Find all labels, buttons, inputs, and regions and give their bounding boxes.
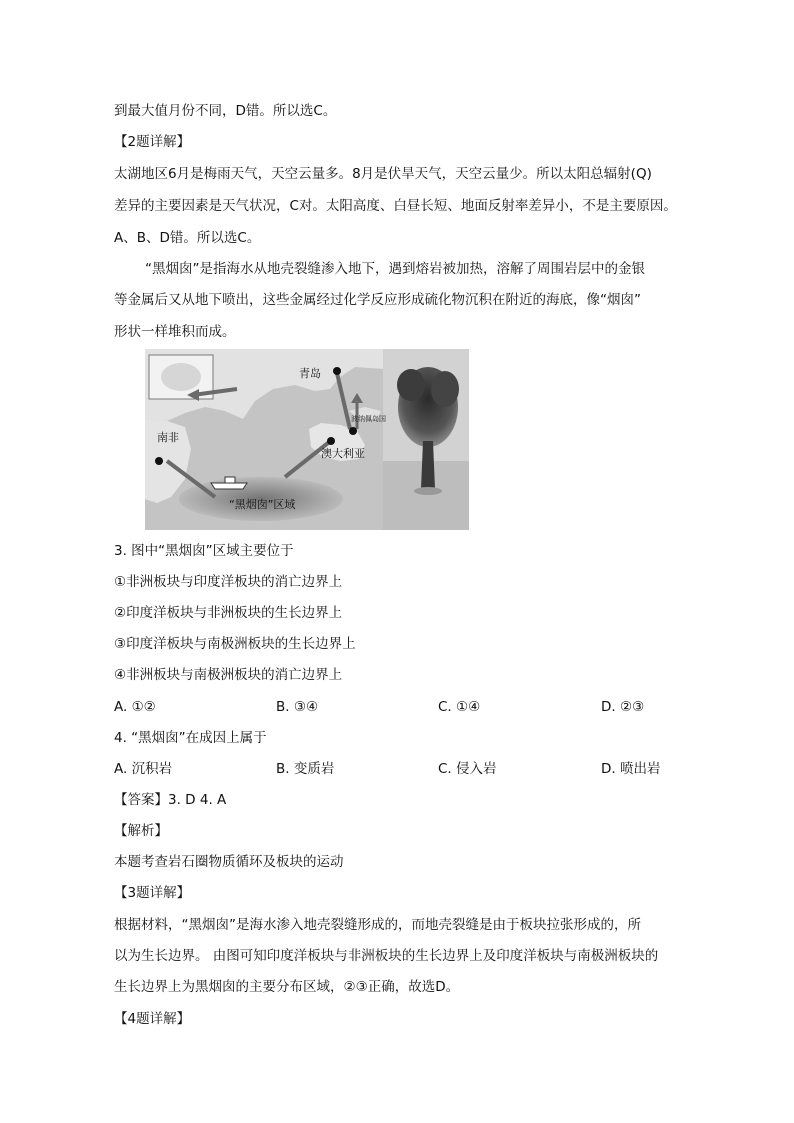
analysis-heading: 【解析】 — [114, 823, 168, 839]
smoke-splash — [414, 487, 442, 495]
map-svg — [145, 349, 469, 530]
material-paragraph-line-2: 等金属后又从地下喷出，这些金属经过化学反应形成硫化物沉积在附近的海底，像“烟囱” — [114, 292, 641, 308]
question-3-option-b: B. ③④ — [276, 699, 319, 715]
question-3-option-a: A. ①② — [114, 699, 156, 715]
label-nanfei: 南非 — [157, 431, 179, 444]
question-4-option-d: D. 喷出岩 — [601, 761, 661, 777]
section-heading-q4-detail: 【4题详解】 — [114, 1011, 191, 1027]
question-4-stem: 4. “黑烟囱”在成因上属于 — [114, 730, 267, 746]
qingdao-marker — [333, 367, 341, 375]
smoke-plume-left — [397, 369, 425, 401]
question-4-option-b: B. 变质岩 — [276, 761, 335, 777]
analysis-intro: 本题考查岩石圈物质循环及板块的运动 — [114, 854, 344, 870]
black-smoker-map-figure — [145, 349, 469, 530]
text-line-4: 差异的主要因素是天气状况，C对。太阳高度、白昼长短、地面反射率差异小，不是主要原因。 — [114, 198, 677, 214]
text-line-5: A、B、D错。所以选C。 — [114, 230, 261, 246]
question-3-item-1: ①非洲板块与印度洋板块的消亡边界上 — [114, 574, 343, 590]
question-3-option-c: C. ①④ — [438, 699, 481, 715]
inset-globe — [161, 363, 201, 391]
label-aodaliya: 澳大利亚 — [321, 447, 365, 460]
question-3-item-4: ④非洲板块与南极洲板块的消亡边界上 — [114, 667, 343, 683]
question-3-stem: 3. 图中“黑烟囱”区域主要位于 — [114, 543, 294, 559]
australia-marker-1 — [327, 437, 335, 445]
label-black-smoker-region: “黑烟囱”区域 — [229, 498, 296, 511]
southafrica-marker — [155, 457, 163, 465]
label-islands: 波纳佩岛国 — [351, 415, 386, 423]
question-3-option-d: D. ②③ — [601, 699, 645, 715]
text-line-3: 太湖地区6月是梅雨天气，天空云量多。8月是伏旱天气，天空云量少。所以太阳总辐射(Q) — [114, 166, 652, 182]
research-ship-icon — [211, 483, 247, 489]
material-paragraph-line-3: 形状一样堆积而成。 — [114, 324, 236, 340]
q3-detail-line-1: 根据材料，“黑烟囱”是海水渗入地壳裂缝形成的，而地壳裂缝是由于板块拉张形成的，所 — [114, 917, 641, 933]
q3-detail-line-2: 以为生长边界。 由图可知印度洋板块与非洲板块的生长边界上及印度洋板块与南极洲板块的 — [114, 948, 659, 964]
answer-line: 【答案】3. D 4. A — [114, 792, 227, 808]
label-qingdao: 青岛 — [299, 367, 321, 380]
research-ship-cabin — [225, 477, 235, 483]
section-heading-q2: 【2题详解】 — [114, 134, 191, 150]
question-4-option-a: A. 沉积岩 — [114, 761, 173, 777]
text-line-1: 到最大值月份不同，D错。所以选C。 — [114, 103, 337, 119]
question-3-item-2: ②印度洋板块与非洲板块的生长边界上 — [114, 605, 343, 621]
q3-detail-line-3: 生长边界上为黑烟囱的主要分布区域，②③正确，故选D。 — [114, 979, 460, 995]
question-4-option-c: C. 侵入岩 — [438, 761, 497, 777]
smoke-plume-right — [431, 371, 459, 407]
question-3-item-3: ③印度洋板块与南极洲板块的生长边界上 — [114, 636, 356, 652]
material-paragraph-line-1: “黑烟囱”是指海水从地壳裂缝渗入地下，遇到熔岩被加热，溶解了周围岩层中的金银 — [145, 261, 645, 277]
australia-marker-2 — [349, 427, 357, 435]
smoke-column — [421, 441, 435, 489]
section-heading-q3-detail: 【3题详解】 — [114, 885, 191, 901]
